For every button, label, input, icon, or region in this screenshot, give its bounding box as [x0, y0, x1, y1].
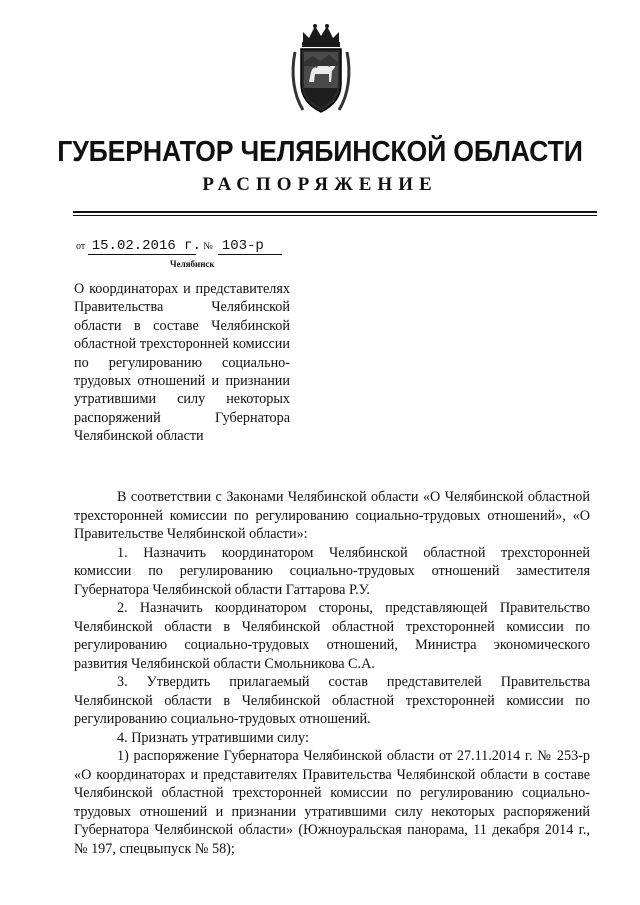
document-type: РАСПОРЯЖЕНИЕ [202, 174, 438, 195]
city-label: Челябинск [170, 259, 215, 269]
preamble-paragraph: В соответствии с Законами Челябинской области «О Челябинской областной трехсторонней комиссии по регулированию социально-трудовых отношений», «О Правительстве Челябинской области»: [74, 489, 590, 542]
coat-of-arms-emblem [289, 22, 353, 118]
header-divider-thin [73, 215, 597, 216]
document-date: 15.02.2016 г. [88, 238, 196, 255]
page-title: ГУБЕРНАТОР ЧЕЛЯБИНСКОЙ ОБЛАСТИ [57, 136, 583, 168]
clause-4: 4. Признать утратившими силу: [117, 729, 309, 746]
date-number-line [76, 238, 282, 255]
document-body [74, 488, 590, 858]
clause-4-item-1: 1) распоряжение Губернатора Челябинской области от 27.11.2014 г. № 253-р «О координаторах и представителях Правительства Челябинской области в составе Челябинской областной трехсторонней комиссии по регулированию социально-трудовых отношений и признании утратившими силу некоторых распоряжений Губернатора Челябинской области» (Южноуральская панорама, 11 декабря 2014 г., № 197, спецвыпуск № 58); [74, 748, 590, 857]
clause-3: 3. Утвердить прилагаемый состав представителей Правительства Челябинской области в Челябинской областной трехсторонней комиссии по регулированию социально-трудовых отношений. [74, 674, 590, 727]
clause-2: 2. Назначить координатором стороны, представляющей Правительство Челябинской области в Челябинской областной трехсторонней комиссии по регулированию социально-трудовых отношений, Министра экономического развития Челябинской области Смольникова С.А. [74, 600, 590, 672]
number-prefix: № [203, 241, 213, 252]
document-subject: О координаторах и представителях Правительства Челябинской области в составе Челябинской областной трехсторонней комиссии по регулированию социально-трудовых отношений и признании утратившими силу некоторых распоряжений Губернатора Челябинской области [74, 281, 290, 445]
header-divider-thick [73, 211, 597, 213]
clause-1: 1. Назначить координатором Челябинской областной трехсторонней комиссии по регулированию социально-трудовых отношений заместителя Губернатора Челябинской области Гаттарова Р.У. [74, 544, 590, 598]
date-prefix: от [76, 241, 86, 252]
document-number: 103-р [218, 238, 282, 255]
